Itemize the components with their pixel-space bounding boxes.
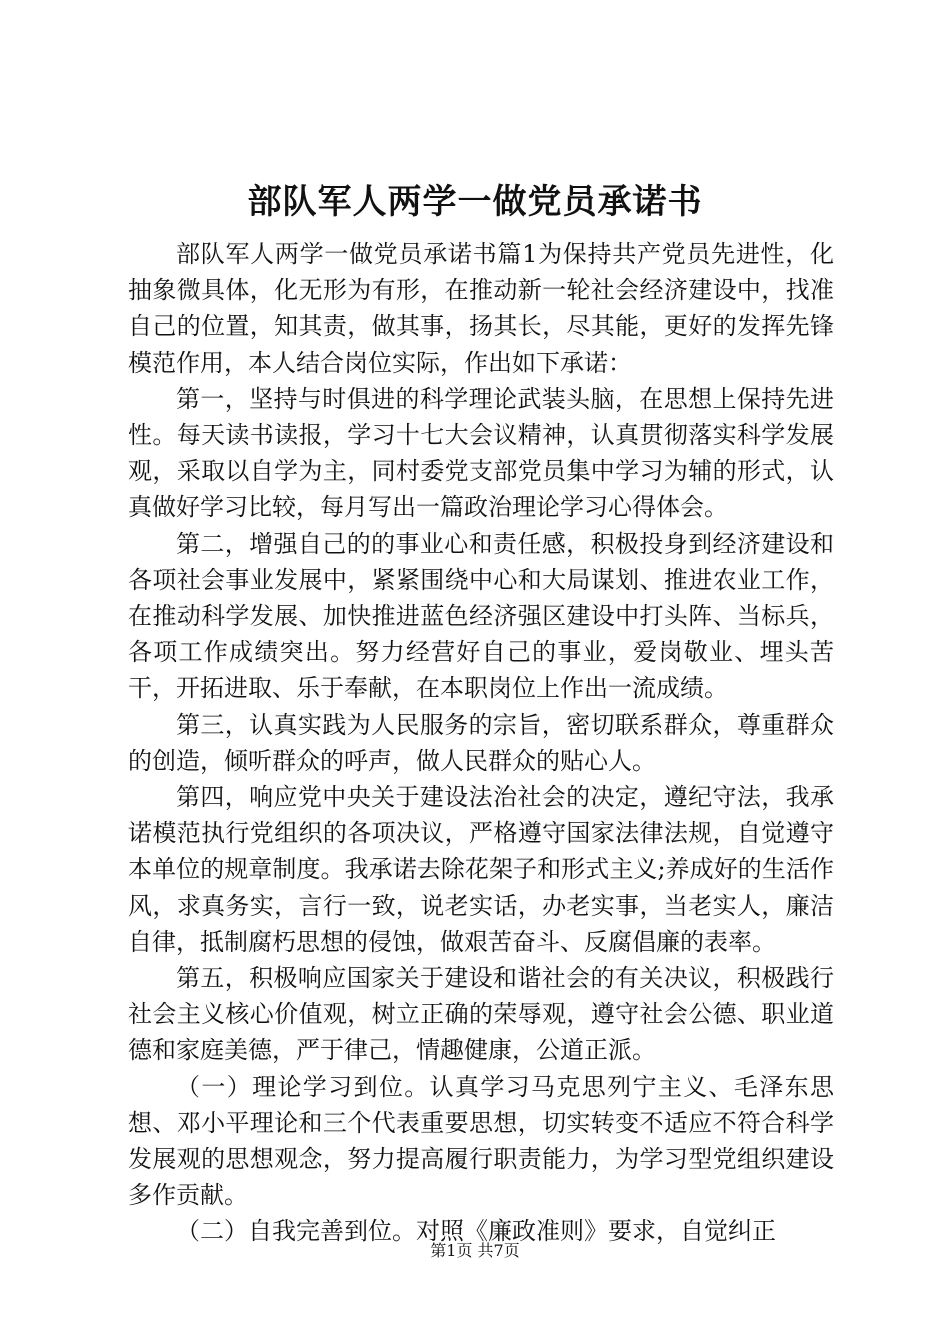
document-title: 部队军人两学一做党员承诺书 xyxy=(247,182,703,222)
paragraph-item-two: （二）自我完善到位。对照《廉政准则》要求，自觉纠正 xyxy=(176,1217,776,1246)
paragraph-first: 第一，坚持与时俱进的科学理论武装头脑，在思想上保持先进性。每天读书读报，学习十七大会议精神，认真贯彻落实科学发展观，采取以自学为主，同村委党支部党员集中学习为辅的形式，认真做好学习比较，每月写出一篇政治理论学习心得体会。 xyxy=(128,384,834,522)
paragraph-second: 第二，增强自己的的事业心和责任感，积极投身到经济建设和各项社会事业发展中，紧紧围绕中心和大局谋划、推进农业工作，在推动科学发展、加快推进蓝色经济强区建设中打头阵、当标兵，各项工作成绩突出。努力经营好自己的事业，爱岗敬业、埋头苦干，开拓进取、乐于奉献，在本职岗位上作出一流成绩。 xyxy=(128,529,834,703)
paragraph-fourth: 第四，响应党中央关于建设法治社会的决定，遵纪守法，我承诺模范执行党组织的各项决议，严格遵守国家法律法规，自觉遵守本单位的规章制度。我承诺去除花架子和形式主义;养成好的生活作风，求真务实，言行一致，说老实话，办老实事，当老实人，廉洁自律，抵制腐朽思想的侵蚀，做艰苦奋斗、反腐倡廉的表率。 xyxy=(128,783,834,956)
paragraph-fifth: 第五，积极响应国家关于建设和谐社会的有关决议，积极践行社会主义核心价值观，树立正确的荣辱观，遵守社会公德、职业道德和家庭美德，严于律己，情趣健康，公道正派。 xyxy=(128,964,834,1065)
paragraph-item-one: （一）理论学习到位。认真学习马克思列宁主义、毛泽东思想、邓小平理论和三个代表重要思想，切实转变不适应不符合科学发展观的思想观念，努力提高履行职责能力，为学习型党组织建设多作贡献。 xyxy=(128,1072,834,1210)
paragraph-intro: 部队军人两学一做党员承诺书篇1为保持共产党员先进性，化抽象微具体，化无形为有形，在推动新一轮社会经济建设中，找准自己的位置，知其责，做其事，扬其长，尽其能，更好的发挥先锋模范作用，本人结合岗位实际，作出如下承诺： xyxy=(128,240,834,377)
page-number-footer: 第1页 共7页 xyxy=(430,1241,520,1260)
document-body xyxy=(128,236,834,1250)
paragraph-third: 第三，认真实践为人民服务的宗旨，密切联系群众，尊重群众的创造，倾听群众的呼声，做人民群众的贴心人。 xyxy=(128,710,834,775)
